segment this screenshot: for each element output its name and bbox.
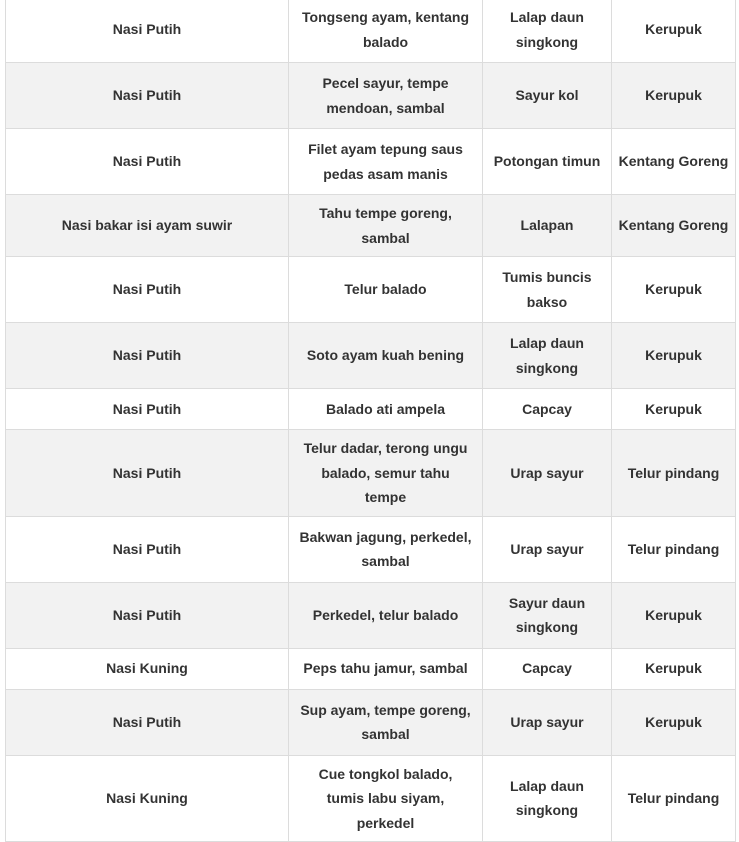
- table-row: [6, 648, 736, 689]
- table-row: [6, 257, 736, 323]
- vegetable-cell: Lalap daun singkong: [483, 755, 612, 842]
- extra-cell: Kerupuk: [612, 689, 736, 755]
- vegetable-cell: Capcay: [483, 648, 612, 689]
- extra-cell: Telur pindang: [612, 516, 736, 582]
- extra-cell: Kerupuk: [612, 582, 736, 648]
- main-dish-cell: Sup ayam, tempe goreng, sambal: [289, 689, 483, 755]
- vegetable-cell: Lalap daun singkong: [483, 0, 612, 63]
- main-dish-cell: Tahu tempe goreng, sambal: [289, 195, 483, 257]
- vegetable-cell: Potongan timun: [483, 129, 612, 195]
- table-row: [6, 582, 736, 648]
- main-dish-cell: Tongseng ayam, kentang balado: [289, 0, 483, 63]
- table-row: [6, 0, 736, 63]
- main-dish-cell: Soto ayam kuah bening: [289, 323, 483, 389]
- main-dish-cell: Balado ati ampela: [289, 389, 483, 430]
- extra-cell: Kentang Goreng: [612, 129, 736, 195]
- table-row: [6, 129, 736, 195]
- carb-cell: Nasi Kuning: [6, 755, 289, 842]
- extra-cell: Telur pindang: [612, 755, 736, 842]
- carb-cell: Nasi Putih: [6, 430, 289, 517]
- extra-cell: Kerupuk: [612, 648, 736, 689]
- carb-cell: Nasi Putih: [6, 516, 289, 582]
- carb-cell: Nasi bakar isi ayam suwir: [6, 195, 289, 257]
- carb-cell: Nasi Putih: [6, 63, 289, 129]
- main-dish-cell: Telur dadar, terong ungu balado, semur tahu tempe: [289, 430, 483, 517]
- vegetable-cell: Urap sayur: [483, 689, 612, 755]
- vegetable-cell: Urap sayur: [483, 430, 612, 517]
- table-row: [6, 63, 736, 129]
- main-dish-cell: Peps tahu jamur, sambal: [289, 648, 483, 689]
- carb-cell: Nasi Putih: [6, 257, 289, 323]
- table-row: [6, 323, 736, 389]
- main-dish-cell: Filet ayam tepung saus pedas asam manis: [289, 129, 483, 195]
- vegetable-cell: Urap sayur: [483, 516, 612, 582]
- carb-cell: Nasi Putih: [6, 129, 289, 195]
- carb-cell: Nasi Putih: [6, 389, 289, 430]
- vegetable-cell: Capcay: [483, 389, 612, 430]
- table-row: [6, 389, 736, 430]
- extra-cell: Kerupuk: [612, 389, 736, 430]
- extra-cell: Kerupuk: [612, 63, 736, 129]
- main-dish-cell: Cue tongkol balado, tumis labu siyam, perkedel: [289, 755, 483, 842]
- main-dish-cell: Bakwan jagung, perkedel, sambal: [289, 516, 483, 582]
- table-row: [6, 755, 736, 842]
- carb-cell: Nasi Kuning: [6, 648, 289, 689]
- extra-cell: Kerupuk: [612, 0, 736, 63]
- vegetable-cell: Sayur kol: [483, 63, 612, 129]
- menu-table: [5, 0, 736, 842]
- table-row: [6, 689, 736, 755]
- carb-cell: Nasi Putih: [6, 323, 289, 389]
- carb-cell: Nasi Putih: [6, 582, 289, 648]
- table-row: [6, 516, 736, 582]
- table-row: [6, 195, 736, 257]
- carb-cell: Nasi Putih: [6, 689, 289, 755]
- vegetable-cell: Tumis buncis bakso: [483, 257, 612, 323]
- carb-cell: Nasi Putih: [6, 0, 289, 63]
- vegetable-cell: Sayur daun singkong: [483, 582, 612, 648]
- extra-cell: Telur pindang: [612, 430, 736, 517]
- extra-cell: Kerupuk: [612, 257, 736, 323]
- main-dish-cell: Pecel sayur, tempe mendoan, sambal: [289, 63, 483, 129]
- main-dish-cell: Telur balado: [289, 257, 483, 323]
- extra-cell: Kerupuk: [612, 323, 736, 389]
- main-dish-cell: Perkedel, telur balado: [289, 582, 483, 648]
- vegetable-cell: Lalap daun singkong: [483, 323, 612, 389]
- extra-cell: Kentang Goreng: [612, 195, 736, 257]
- table-row: [6, 430, 736, 517]
- vegetable-cell: Lalapan: [483, 195, 612, 257]
